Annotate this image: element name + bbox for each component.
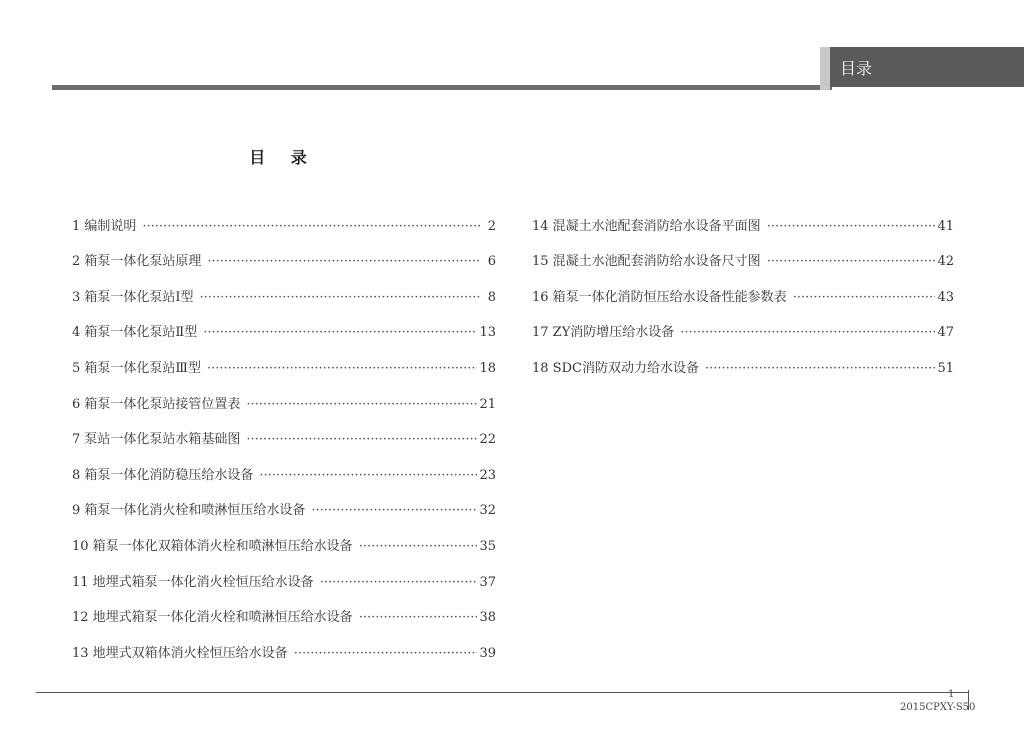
page-title: 目 录: [249, 148, 317, 167]
toc-entry-page: 8: [487, 289, 496, 305]
toc-leader-dots: [767, 218, 936, 236]
toc-entry-label: 8 箱泵一体化消防稳压给水设备: [72, 467, 254, 483]
toc-entry[interactable]: [532, 342, 954, 378]
toc-entry[interactable]: [72, 342, 496, 378]
header-tab: [830, 47, 1024, 87]
toc-entry-page: 32: [479, 503, 496, 519]
toc-leader-dots: [259, 467, 477, 485]
header-rule: [52, 85, 832, 90]
toc-entry-page: 35: [479, 538, 496, 554]
toc-leader-dots: [200, 289, 480, 307]
toc-entry[interactable]: [72, 378, 496, 414]
toc-entry[interactable]: [72, 307, 496, 343]
toc-entry-label: 17 ZY消防增压给水设备: [532, 325, 675, 341]
toc-leader-dots: [207, 253, 480, 271]
header-tab-label: 目录: [840, 58, 873, 78]
toc-entry-page: 21: [479, 396, 496, 412]
toc-entry-label: 16 箱泵一体化消防恒压给水设备性能参数表: [532, 289, 787, 305]
toc-entry-page: 38: [479, 610, 496, 626]
toc-entry-label: 7 泵站一体化泵站水箱基础图: [72, 432, 241, 448]
toc-leader-dots: [767, 253, 936, 271]
toc-entry-label: 4 箱泵一体化泵站Ⅱ型: [72, 325, 198, 341]
toc-entry[interactable]: [72, 627, 496, 663]
toc-entry-label: 13 地埋式双箱体消火栓恒压给水设备: [72, 645, 288, 661]
toc-entry-label: 2 箱泵一体化泵站原理: [72, 254, 202, 270]
toc-entry-page: 23: [479, 467, 496, 483]
toc-entry[interactable]: [532, 271, 954, 307]
toc-entry-page: 22: [479, 432, 496, 448]
toc-entry-page: 39: [479, 645, 496, 661]
toc-entry[interactable]: [72, 520, 496, 556]
header-tab-accent: [820, 47, 830, 90]
toc-entry-label: 15 混凝土水池配套消防给水设备尺寸图: [532, 254, 761, 270]
toc-entry-label: 12 地埋式箱泵一体化消火栓和喷淋恒压给水设备: [72, 610, 353, 626]
footer-page-number: 1: [948, 689, 955, 700]
toc-entry-label: 3 箱泵一体化泵站Ⅰ型: [72, 289, 194, 305]
toc-leader-dots: [246, 431, 477, 449]
toc-entry[interactable]: [72, 556, 496, 592]
toc-entry-page: 41: [937, 218, 954, 234]
toc-entry[interactable]: [72, 271, 496, 307]
toc-entry-page: 13: [479, 325, 496, 341]
toc-entry-page: 6: [487, 254, 496, 270]
footer-rule: [36, 692, 968, 693]
toc-entry[interactable]: [72, 414, 496, 450]
toc-entry-label: 10 箱泵一体化双箱体消火栓和喷淋恒压给水设备: [72, 538, 353, 554]
toc-entry[interactable]: [72, 200, 496, 236]
toc-leader-dots: [320, 574, 478, 592]
footer-doc-code: 2015CPXY-S50: [900, 702, 976, 713]
toc-left-column: [72, 200, 496, 663]
toc-leader-dots: [203, 324, 477, 342]
toc-leader-dots: [294, 645, 478, 663]
toc-entry-label: 11 地埋式箱泵一体化消火栓恒压给水设备: [72, 574, 314, 590]
toc-leader-dots: [142, 218, 480, 236]
toc-leader-dots: [246, 396, 477, 414]
toc-leader-dots: [705, 360, 936, 378]
toc-entry-page: 47: [937, 325, 954, 341]
toc-entry[interactable]: [72, 449, 496, 485]
toc-leader-dots: [680, 324, 935, 342]
toc-entry[interactable]: [72, 485, 496, 521]
toc-entry-label: 9 箱泵一体化消火栓和喷淋恒压给水设备: [72, 503, 306, 519]
toc-leader-dots: [793, 289, 936, 307]
toc-leader-dots: [359, 538, 478, 556]
toc-entry[interactable]: [72, 592, 496, 628]
toc-leader-dots: [359, 609, 478, 627]
toc-entry[interactable]: [532, 236, 954, 272]
toc-entry-label: 1 编制说明: [72, 218, 137, 234]
toc-leader-dots: [311, 502, 477, 520]
toc-entry[interactable]: [532, 307, 954, 343]
toc-entry[interactable]: [532, 200, 954, 236]
toc-entry-page: 51: [937, 360, 954, 376]
toc-right-column: [532, 200, 954, 378]
toc-entry-label: 14 混凝土水池配套消防给水设备平面图: [532, 218, 761, 234]
toc-entry-page: 37: [479, 574, 496, 590]
toc-entry-label: 5 箱泵一体化泵站Ⅲ型: [72, 360, 201, 376]
toc-entry-label: 18 SDC消防双动力给水设备: [532, 360, 699, 376]
toc-entry-page: 42: [937, 254, 954, 270]
toc-entry[interactable]: [72, 236, 496, 272]
toc-entry-label: 6 箱泵一体化泵站接管位置表: [72, 396, 241, 412]
toc-leader-dots: [207, 360, 478, 378]
toc-entry-page: 2: [487, 218, 496, 234]
toc-entry-page: 43: [937, 289, 954, 305]
toc-entry-page: 18: [479, 360, 496, 376]
